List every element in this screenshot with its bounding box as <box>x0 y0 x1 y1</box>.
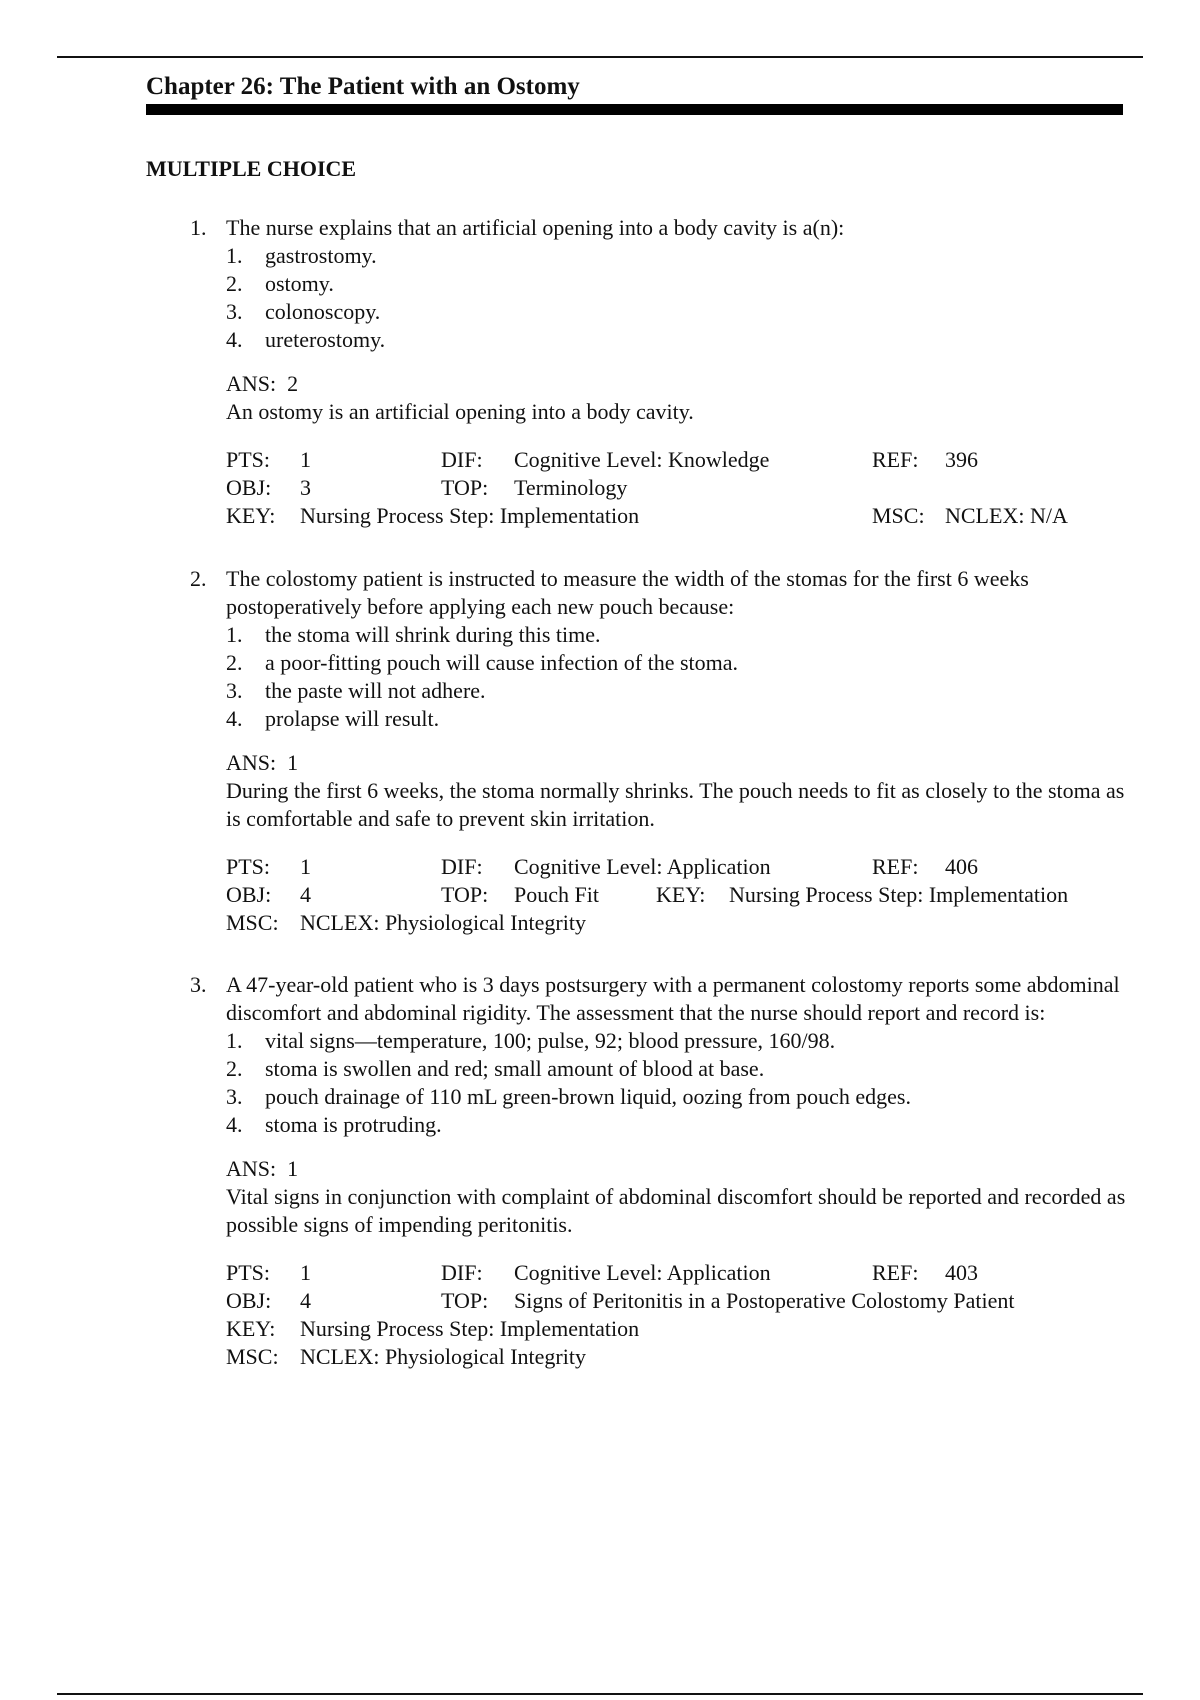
question-metadata <box>226 446 1136 530</box>
question-stem: The colostomy patient is instructed to measure the width of the stomas for the first 6 weeks postoperatively before applying each new pouch because: <box>226 566 1029 619</box>
key-field: KEY: Nursing Process Step: Implementation <box>656 882 1069 907</box>
answer-block <box>226 370 1136 426</box>
bottom-rule <box>57 1693 1143 1695</box>
ans-value: 2 <box>287 371 299 396</box>
option-item <box>226 1111 1136 1139</box>
title-underline-bar <box>146 104 1123 115</box>
question-stem: A 47-year-old patient who is 3 days postsurgery with a permanent colostomy reports some abdominal discomfort and abdominal rigidity. The assessment that the nurse should report and record is: <box>226 972 1120 1025</box>
dif-field: DIF: Cognitive Level: Application <box>441 854 771 879</box>
question-1 <box>146 214 1136 530</box>
answer-line <box>226 749 1136 777</box>
question-metadata <box>226 1259 1136 1371</box>
option-item <box>226 298 1136 326</box>
chapter-title: Chapter 26: The Patient with an Ostomy <box>146 73 580 100</box>
ans-label: ANS: <box>226 371 277 396</box>
option-number: 2. <box>226 650 243 675</box>
question-3 <box>146 971 1136 1371</box>
ref-field: REF: 403 <box>872 1260 978 1285</box>
option-item <box>226 621 1136 649</box>
question-metadata <box>226 853 1136 937</box>
question-stem: The nurse explains that an artificial opening into a body cavity is a(n): <box>226 215 845 240</box>
option-text: ureterostomy. <box>265 327 386 352</box>
answer-line <box>226 1155 1136 1183</box>
rationale: An ostomy is an artificial opening into a body cavity. <box>226 399 694 424</box>
rationale: During the first 6 weeks, the stoma normally shrinks. The pouch needs to fit as closely to the stoma as is comfortable and safe to prevent skin irritation. <box>226 778 1125 831</box>
option-number: 3. <box>226 678 243 703</box>
option-number: 4. <box>226 706 243 731</box>
top-field: TOP: Pouch Fit <box>441 882 599 907</box>
dif-field: DIF: Cognitive Level: Knowledge <box>441 447 770 472</box>
question-number: 3. <box>190 972 207 997</box>
option-item <box>226 242 1136 270</box>
obj-field: OBJ: 4 <box>226 882 311 907</box>
obj-field: OBJ: 4 <box>226 1288 311 1313</box>
option-text: vital signs—temperature, 100; pulse, 92; blood pressure, 160/98. <box>265 1028 836 1053</box>
ans-label: ANS: <box>226 750 277 775</box>
ans-value: 1 <box>287 1156 299 1181</box>
option-number: 2. <box>226 1056 243 1081</box>
rationale: Vital signs in conjunction with complaint of abdominal discomfort should be reported and recorded as possible signs of impending peritonitis. <box>226 1184 1126 1237</box>
option-text: a poor-fitting pouch will cause infection of the stoma. <box>265 650 739 675</box>
section-title: MULTIPLE CHOICE <box>146 156 357 181</box>
top-rule <box>57 56 1143 58</box>
option-text: ostomy. <box>265 271 334 296</box>
pts-field: PTS: 1 <box>226 1260 311 1285</box>
question-2 <box>146 565 1136 937</box>
option-item <box>226 1027 1136 1055</box>
msc-field: MSC: NCLEX: Physiological Integrity <box>226 1344 586 1369</box>
option-item <box>226 326 1136 354</box>
option-item <box>226 649 1136 677</box>
option-number: 3. <box>226 1084 243 1109</box>
top-field: TOP: Terminology <box>441 475 628 500</box>
option-text: prolapse will result. <box>265 706 440 731</box>
option-text: the stoma will shrink during this time. <box>265 622 601 647</box>
ref-field: REF: 396 <box>872 447 978 472</box>
option-text: the paste will not adhere. <box>265 678 486 703</box>
option-item <box>226 1083 1136 1111</box>
option-text: gastrostomy. <box>265 243 377 268</box>
option-text: stoma is protruding. <box>265 1112 442 1137</box>
option-text: stoma is swollen and red; small amount of blood at base. <box>265 1056 765 1081</box>
option-number: 3. <box>226 299 243 324</box>
option-text: pouch drainage of 110 mL green-brown liquid, oozing from pouch edges. <box>265 1084 911 1109</box>
answer-block <box>226 1155 1136 1239</box>
top-field: TOP: Signs of Peritonitis in a Postoperative Colostomy Patient <box>441 1288 1015 1313</box>
option-number: 1. <box>226 622 243 647</box>
pts-field: PTS: 1 <box>226 854 311 879</box>
answer-line <box>226 370 1136 398</box>
question-number: 2. <box>190 566 207 591</box>
dif-field: DIF: Cognitive Level: Application <box>441 1260 771 1285</box>
option-number: 2. <box>226 271 243 296</box>
option-number: 4. <box>226 1112 243 1137</box>
option-item <box>226 1055 1136 1083</box>
option-text: colonoscopy. <box>265 299 381 324</box>
key-field: KEY: Nursing Process Step: Implementation <box>226 503 640 528</box>
ans-label: ANS: <box>226 1156 277 1181</box>
option-number: 4. <box>226 327 243 352</box>
option-item <box>226 705 1136 733</box>
ref-field: REF: 406 <box>872 854 978 879</box>
key-field: KEY: Nursing Process Step: Implementation <box>226 1316 640 1341</box>
msc-field: MSC: NCLEX: N/A <box>872 503 1068 528</box>
option-item <box>226 270 1136 298</box>
question-number: 1. <box>190 215 207 240</box>
option-number: 1. <box>226 1028 243 1053</box>
ans-value: 1 <box>287 750 299 775</box>
obj-field: OBJ: 3 <box>226 475 311 500</box>
pts-field: PTS: 1 <box>226 447 311 472</box>
option-item <box>226 677 1136 705</box>
option-number: 1. <box>226 243 243 268</box>
msc-field: MSC: NCLEX: Physiological Integrity <box>226 910 586 935</box>
answer-block <box>226 749 1136 833</box>
